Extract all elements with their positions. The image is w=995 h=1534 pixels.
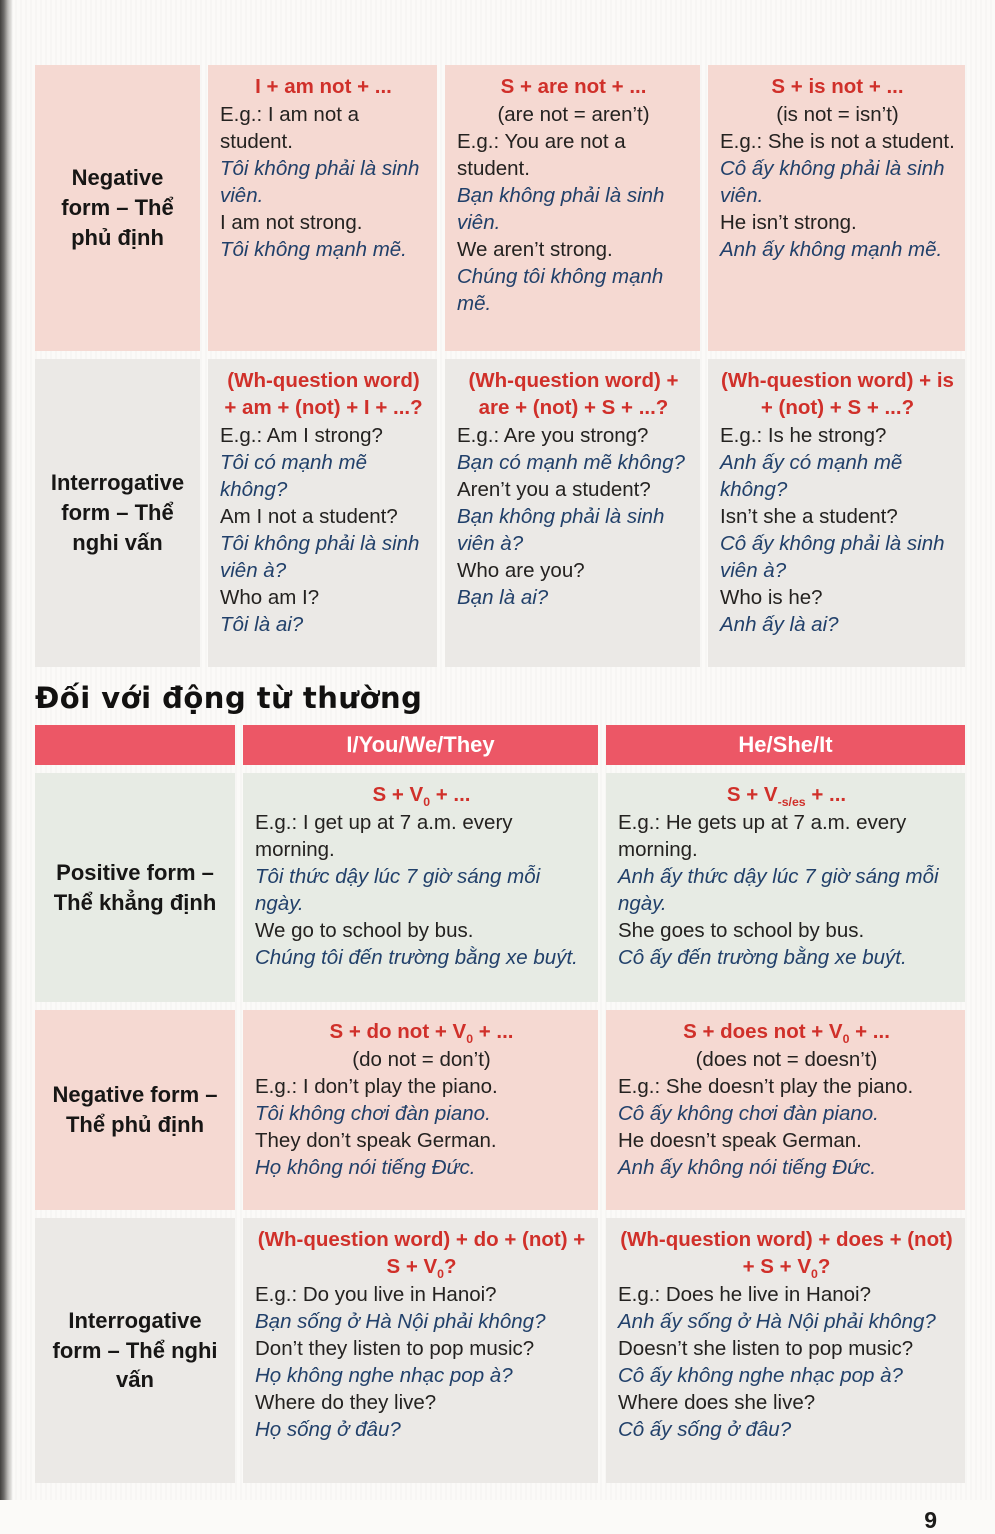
formula-i-am-not (220, 73, 427, 100)
example-line-english: She goes to school by bus. (618, 919, 865, 943)
example-line-english: Who are you? (457, 559, 585, 583)
examples (720, 422, 955, 638)
formula-text: (Wh-question word) + does + (not) + S + V (620, 1228, 953, 1279)
page-number: 9 (924, 1507, 937, 1533)
example-line-english: They don’t speak German. (255, 1129, 497, 1153)
page-content (35, 0, 965, 1534)
example-line-vietnamese: Họ sống ở đâu? (255, 1418, 401, 1442)
example-line-vietnamese: Cô ấy không phải là sinh viên à? (720, 532, 945, 583)
example-line-vietnamese: Anh ấy là ai? (720, 613, 839, 637)
example-line-english: I am not strong. (220, 211, 363, 235)
formula-wh-does (618, 1226, 955, 1280)
example-line-english: Am I not a student? (220, 505, 398, 529)
tobe-negative-cell-i (208, 65, 437, 351)
formula-text: ? (444, 1255, 457, 1279)
verb-table-header-he-she-it: He/She/It (606, 725, 965, 765)
example-line-vietnamese: Bạn sống ở Hà Nội phải không? (255, 1310, 546, 1334)
example-line-english: We go to school by bus. (255, 919, 474, 943)
examples (255, 1073, 588, 1181)
verb-table-header-spacer (35, 725, 235, 765)
examples (457, 422, 690, 611)
example-line-english: Where do they live? (255, 1391, 437, 1415)
example-line-english: E.g.: I don’t play the piano. (255, 1075, 498, 1099)
example-line-english: Isn’t she a student? (720, 505, 898, 529)
formula-subscript: 0 (466, 1031, 474, 1046)
formula-text: (Wh-question word) + are + (not) + S + ...? (468, 369, 679, 420)
example-line-english: E.g.: Is he strong? (720, 424, 887, 448)
tobe-interrogative-cell-am (208, 359, 437, 667)
examples (720, 128, 955, 263)
example-line-vietnamese: Anh ấy thức dậy lúc 7 giờ sáng mỗi ngày. (618, 865, 939, 916)
formula-text: S + V (372, 783, 424, 806)
example-line-vietnamese: Anh ấy không mạnh mẽ. (720, 238, 943, 262)
example-line-english: He doesn’t speak German. (618, 1129, 862, 1153)
example-line-vietnamese: Cô ấy không nghe nhạc pop à? (618, 1364, 903, 1388)
formula-text: + ... (805, 783, 847, 806)
example-line-vietnamese: Bạn có mạnh mẽ không? (457, 451, 685, 475)
examples (618, 809, 955, 971)
page-binding-edge (0, 0, 13, 1500)
example-line-vietnamese: Họ không nói tiếng Đức. (255, 1156, 476, 1180)
examples (220, 422, 427, 638)
formula-wh-am (220, 367, 427, 421)
tobe-interrogative-cell-are (445, 359, 700, 667)
example-line-english: We aren’t strong. (457, 238, 613, 262)
examples (618, 1281, 955, 1443)
formula-s-v-ses (618, 781, 955, 808)
formula-note: (does not = doesn’t) (695, 1048, 878, 1072)
formula-text: + ... (430, 783, 471, 806)
example-line-vietnamese: Anh ấy không nói tiếng Đức. (618, 1156, 877, 1180)
example-line-vietnamese: Tôi không phải là sinh viên. (220, 157, 420, 208)
examples (255, 809, 588, 971)
example-line-english: Who am I? (220, 586, 320, 610)
example-line-vietnamese: Bạn là ai? (457, 586, 549, 610)
example-line-english: Don’t they listen to pop music? (255, 1337, 535, 1361)
example-line-vietnamese: Cô ấy không chơi đàn piano. (618, 1102, 879, 1126)
verb-positive-cell-singular (606, 773, 965, 1002)
verb-interrogative-row-label: Interrogative form – Thể nghi vấn (35, 1218, 235, 1483)
formula-text: ? (817, 1255, 831, 1279)
example-line-english: E.g.: She doesn’t play the piano. (618, 1075, 914, 1099)
example-line-vietnamese: Chúng tôi đến trường bằng xe buýt. (255, 946, 578, 970)
example-line-english: Doesn’t she listen to pop music? (618, 1337, 914, 1361)
example-line-vietnamese: Chúng tôi không mạnh mẽ. (457, 265, 664, 316)
formula-text: S + do not + V (329, 1020, 467, 1043)
formula-text: S + does not + V (683, 1020, 843, 1043)
example-line-english: E.g.: You are not a student. (457, 130, 626, 181)
example-line-vietnamese: Bạn không phải là sinh viên. (457, 184, 665, 235)
verb-positive-cell-plural (243, 773, 598, 1002)
example-line-vietnamese: Tôi không chơi đàn piano. (255, 1102, 491, 1126)
examples (220, 101, 427, 263)
verb-negative-cell-plural (243, 1010, 598, 1210)
formula-text: (Wh-question word) + do + (not) + S + V (257, 1228, 586, 1279)
tobe-interrogative-cell-is (708, 359, 965, 667)
example-line-english: Aren’t you a student? (457, 478, 651, 502)
example-line-english: E.g.: Am I strong? (220, 424, 383, 448)
example-line-english: E.g.: Does he live in Hanoi? (618, 1283, 871, 1307)
formula-note: (is not = isn’t) (776, 103, 899, 127)
examples (255, 1281, 588, 1443)
ordinary-verb-table (35, 725, 965, 1483)
formula-wh-are (457, 367, 690, 421)
tobe-table (35, 65, 965, 667)
formula-text: + ... (849, 1020, 890, 1043)
verb-positive-row-label: Positive form – Thể khẳng định (35, 773, 235, 1002)
tobe-negative-row-label: Negative form – Thể phủ định (35, 65, 200, 351)
verb-negative-row-label: Negative form – Thể phủ định (35, 1010, 235, 1210)
example-line-vietnamese: Anh ấy sống ở Hà Nội phải không? (618, 1310, 936, 1334)
tobe-negative-cell-are (445, 65, 700, 351)
example-line-english: He isn’t strong. (720, 211, 857, 235)
formula-text: I + am not + ... (255, 75, 392, 98)
example-line-vietnamese: Anh ấy có mạnh mẽ không? (720, 451, 903, 502)
example-line-vietnamese: Họ không nghe nhạc pop à? (255, 1364, 513, 1388)
section-heading: Đối với động từ thường (35, 681, 423, 715)
verb-negative-cell-singular (606, 1010, 965, 1210)
formula-wh-do (255, 1226, 588, 1280)
example-line-vietnamese: Tôi thức dậy lúc 7 giờ sáng mỗi ngày. (255, 865, 541, 916)
verb-interrogative-cell-singular (606, 1218, 965, 1483)
example-line-english: Who is he? (720, 586, 823, 610)
tobe-interrogative-row-label: Interrogative form – Thể nghi vấn (35, 359, 200, 667)
example-line-english: E.g.: He gets up at 7 a.m. every morning. (618, 811, 907, 862)
example-line-vietnamese: Tôi không mạnh mẽ. (220, 238, 407, 262)
formula-subscript: 0 (842, 1031, 850, 1046)
formula-note: (do not = don’t) (352, 1048, 491, 1072)
example-line-vietnamese: Tôi không phải là sinh viên à? (220, 532, 420, 583)
example-line-english: E.g.: She is not a student. (720, 130, 955, 154)
example-line-vietnamese: Bạn không phải là sinh viên à? (457, 505, 665, 556)
examples (618, 1073, 955, 1181)
formula-s-do-not (255, 1018, 588, 1045)
formula-note: (are not = aren’t) (497, 103, 650, 127)
formula-s-is-not (720, 73, 955, 100)
formula-subscript: -s/es (777, 794, 806, 809)
example-line-vietnamese: Tôi có mạnh mẽ không? (220, 451, 367, 502)
example-line-english: E.g.: I get up at 7 a.m. every morning. (255, 811, 513, 862)
formula-text: S + is not + ... (771, 75, 904, 98)
formula-text: (Wh-question word) + am + (not) + I + ...? (224, 369, 423, 420)
example-line-vietnamese: Cô ấy đến trường bằng xe buýt. (618, 946, 907, 970)
example-line-english: E.g.: I am not a student. (220, 103, 360, 154)
examples (457, 128, 690, 317)
example-line-vietnamese: Cô ấy sống ở đâu? (618, 1418, 792, 1442)
formula-subscript: 0 (437, 1266, 445, 1281)
example-line-vietnamese: Tôi là ai? (220, 613, 304, 637)
formula-text: (Wh-question word) + is + (not) + S + ...? (721, 369, 954, 420)
formula-s-v0 (255, 781, 588, 808)
formula-text: S + are not + ... (500, 75, 647, 98)
verb-interrogative-cell-plural (243, 1218, 598, 1483)
formula-s-are-not (457, 73, 690, 100)
example-line-vietnamese: Cô ấy không phải là sinh viên. (720, 157, 945, 208)
formula-subscript: 0 (423, 794, 431, 809)
formula-s-does-not (618, 1018, 955, 1045)
example-line-english: Where does she live? (618, 1391, 816, 1415)
formula-text: + ... (473, 1020, 514, 1043)
tobe-negative-cell-is (708, 65, 965, 351)
formula-wh-is (720, 367, 955, 421)
formula-text: S + V (726, 783, 778, 806)
example-line-english: E.g.: Are you strong? (457, 424, 649, 448)
formula-subscript: 0 (811, 1266, 818, 1281)
verb-table-header-i-you-we-they: I/You/We/They (243, 725, 598, 765)
example-line-english: E.g.: Do you live in Hanoi? (255, 1283, 497, 1307)
